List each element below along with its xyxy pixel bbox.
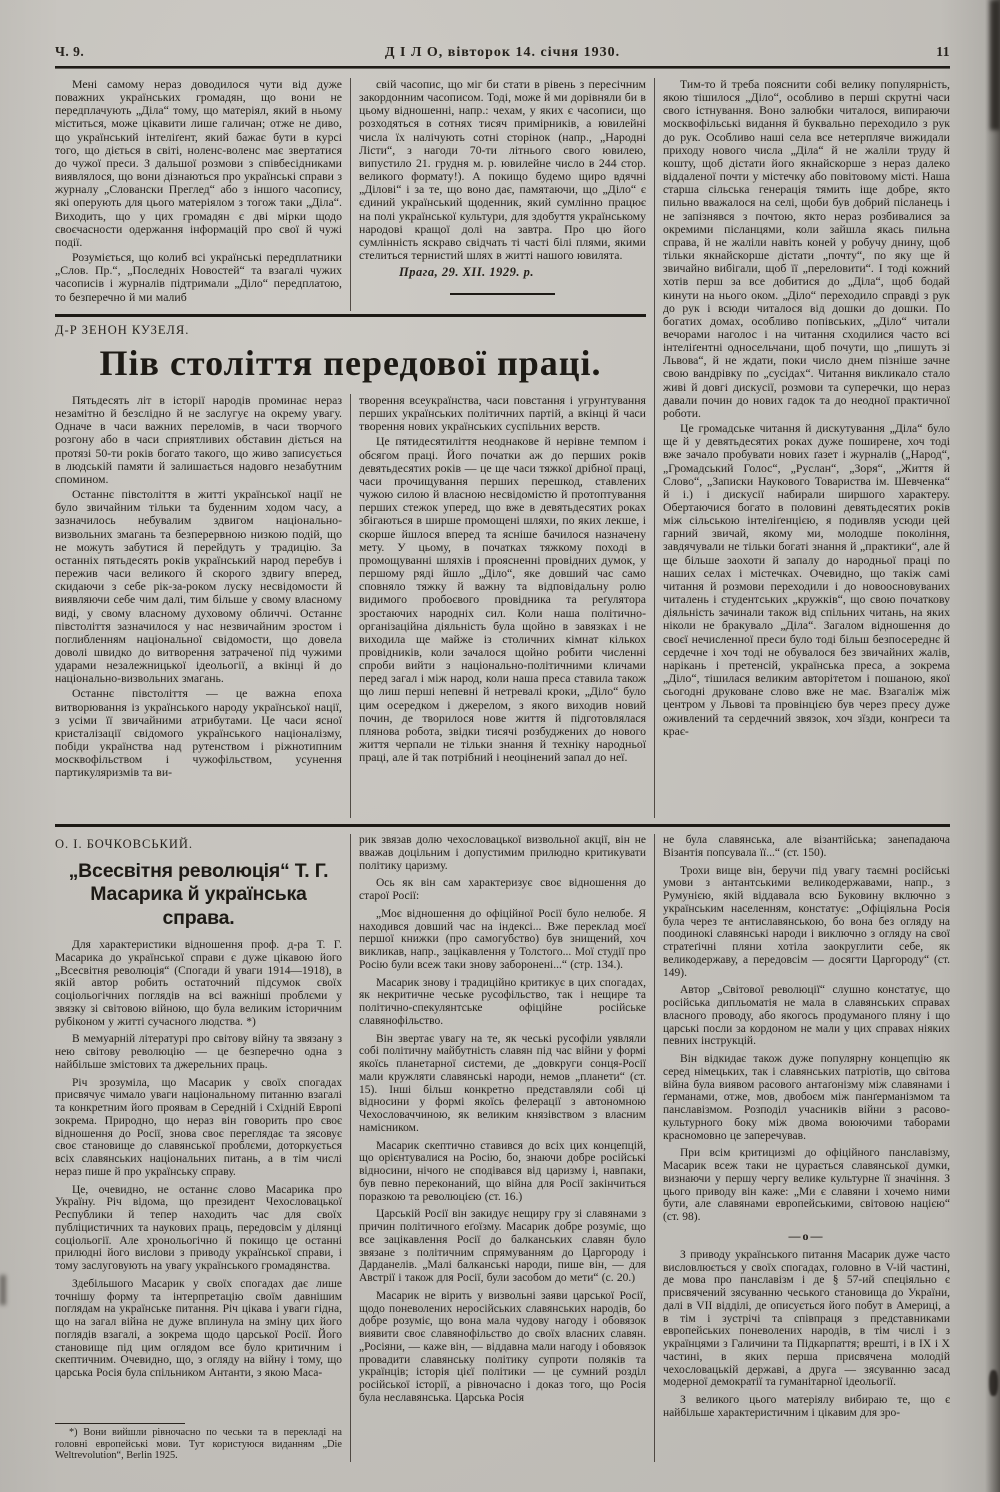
article1-column-2: [359, 394, 646, 818]
scan-corner-shadow: [990, 0, 1000, 130]
paragraph: Останнє півстоліття — це важна епоха витворювання із українського народу української нації, з усіми її звичайними атрибутами. Це часи ясної кристалізації свідомого українського націоналізму, побіди українства над рутенством і ріжнотипним москвофільством і чужофільством, усунення партикуляризмів та ви-: [55, 686, 342, 780]
article1-column-1: [55, 394, 342, 818]
column-rule: [350, 394, 351, 818]
paragraph: Масарик скептично ставився до всіх цих концепцій, що орієнтувалися на Росію, бо, знаючи добре російські відносини, нічого не сподівався від царизму і, навпаки, був певно переконаний, що війна для Росії закінчиться поразкою та революцією (ст. 16.): [359, 1139, 646, 1203]
paragraph: Для характеристики відношення проф. д-ра Т. Г. Масарика до української справи є дуже цікавою його „Всесвітня революція“ (Спогади й уваги 1914—1918), в якій автор робить остаточний підсумок своїх соціольогічних поглядів на всі важніші проблєми у звязку зі світовою війною, що була великим історичним рубіконом у житті сучасного людства. *): [55, 939, 342, 1028]
paragraph: Трохи вище він, беручи під увагу таємні російські умови з антантськими великодержавами, напр., з Румунією, якій віддавала всю Буковину включно з українським населенням, констатує: „Офіціяльна Росія була через те антиславянською, бо вона без огляду на поодинокі славянські народи і виключно з огляду на свої стратеґічні пляни хотіла заокруглити себе, як великодержаву, а передовсім — досягти Царгороду“ (ст. 149).: [663, 864, 950, 979]
article2-headline: „Всесвітня революція“ Т. Г. Масарика й українська справа.: [68, 860, 329, 929]
column-rule: [350, 834, 351, 1462]
article1-byline: Д-Р ЗЕНОН КУЗЕЛЯ.: [55, 323, 190, 337]
column-rule: [350, 78, 351, 311]
paragraph: не була славянська, але візантійська; занепадаюча Візантія попсувала її...“ (ст. 150).: [663, 834, 950, 859]
paragraph: При всім критицизмі до офіційного панславізму, Масарик всеж таки не цурається славянської думки, визнаючи у першу чергу велике культурне її значіння. З цього приводу він каже: „Ми є славяни і хочемо ними бути, але славянами европейськими, світовою нацією“ (ст. 98).: [663, 1147, 950, 1223]
issue-number: Ч. 9.: [55, 44, 85, 59]
paragraph: З приводу українського питання Масарик дуже часто висловлюється у своїх спогадах, головно в V-ій частині, де мова про панславізм і де § 57-ий спеціяльно є присвячений зясуванню чеського становища до України, далі в VII відділі, де описується його побут в Америці, а в тім і зустрічі та співпраця з представниками европейських поневолених народів, в тім числі і з українцями з Галичини та Підкарпаття; врешті, і в IX і X частині, в яких перша присвячена молодій чехословацькій державі, а друга — зясуванню засад модерної демократії та гуманітарної ідеольогії.: [663, 1248, 950, 1389]
header-rule: [55, 66, 950, 69]
paragraph: Це пятидесятиліття неоднакове й нерівне темпом і обсягом праці. Його початки аж до перших років девятьдесятих років — це ще часи тяжкої дрібної праці, часи прочищування перших перешкод, ставлених чужою силою й власною несвідомістю й протоптування перших стежок уперед, що вже в девятьдесятих роках збігаються в ширше промощені шляхи, по яких лекше, і скорше йшлося вперед та ясніше бачилося назначену мету. У цьому, в початках тяжкому поході в промощуванні шляхів і проясненні провідних думок, у першому ряді йшло „Діло“, яке довший час само сповняло тяжку й важну та відповідальну ролю видимого пробоєвого провідника та реґулятора зростаючих народніх сил. Коли наша політично-організаційна діяльність була щойно в завязках і не виходила ще майже із столичних кімнат кількох провідників, коли зачалося щойно робити численні спроби вийти з національно-політичними кличами перед загал і між народ, коли наша преса ставила також що лиш перші непевні й нетревалі кроки, „Діло“ було цим осередком і джерелом, з якого виходив новий почин, де творилося нове життя й підготовлялася плянова робота, звідки тисячі розбуджених до нового життя черпали не тільки знання й техніку народньої праці, але й так потрібний і неоцінений запал до неї.: [359, 434, 646, 765]
paragraph: Він звертає увагу на те, як чеські русофіли уявляли собі політичну майбутність славян під час війни у формі якоїсь планетарної системи, де „довкруги сонця-Росії мали кружляти славянські народи, немов „планети“ (ст. 15). Інші більш конкретно представляли собі ці відносини у формі якоїсь фелерації з автономною Чехословаччиною, як великим князівством з власним намісником.: [359, 1032, 646, 1134]
article2-column-2: [359, 834, 646, 1462]
left-zone: [55, 78, 646, 818]
paragraph: Масарик не вірить у визвольні заяви царської Росії, щодо поневолених неросійських славянських народів, бо добре розуміє, що вона мала чудову нагоду і обовязок виявити своє славянофільство до своїх власних славян. „Росіяни, — каже він, — віддавна мали нагоду і обовязок провадити славянську політику супроти поляків та українців; історія цієї політики — це сумний розділ російської історії, а рівночасно і доказ того, що Росія була неславянська. Царська Росія: [359, 1289, 646, 1404]
ornament-divider: —о—: [788, 1228, 825, 1243]
column-rule: [654, 78, 655, 818]
page-number: 11: [936, 44, 950, 59]
article2-byline: О. І. БОЧКОВСЬКИЙ.: [55, 837, 194, 851]
paragraph: Ось як він сам характеризує своє відношення до старої Росії:: [359, 877, 646, 902]
article2-column-1: [55, 834, 342, 1462]
masthead: Д І Л О, вівторок 14. січня 1930.: [384, 45, 621, 60]
article1-header: [55, 317, 646, 394]
top-column-1: [55, 78, 342, 311]
top-column-2: [359, 78, 646, 311]
paragraph: З великого цього матеріялу вибираю те, що є найбільше характеристичним і цікавим для зро-: [663, 1394, 950, 1419]
paragraph: свій часопис, що міг би стати в рівень з пересічним закордонним часописом. Тоді, може й ми дорівняли би в цьому відношенні, напр.: чехам, у яких є часописи, що розходяться в сотнях тисяч примірників, а ювилейні числа їх налічують сотні сторінок (напр., „Народні Лісти“, з нагоди 70-ти літнього свого ювилею, випустило 21. грудня м. р. ювилейне число в 244 стор. великого формату!). А покищо будемо щиро вдячні „Ділові“ і за те, що воно дає, памятаючи, що „Діло“ є єдиний український щоденник, який сумлінно працює на полі української культури, для здобуття українському народові кращої долі на завтра. Про цю його сумлінність яскраво свідчать ті часті білі плями, якими стелиться тернистий шлях в житті нашого ювилята.: [359, 78, 646, 263]
scan-smudge: [0, 1275, 6, 1305]
scan-blob: [989, 1370, 998, 1396]
paragraph: Масарик знову і традиційно критикує в цих спогадах, як некритичне чеське русофільство, так і нещире та політично-спекулянтське офіційне російське славянофільство.: [359, 976, 646, 1027]
column-rule: [654, 834, 655, 1462]
paragraph: Царській Росії він закидує нещиру гру зі славянами з причин політичного еґоїзму. Масарик добре розуміє, що все зацікавлення Росії до балканських славян було звязане з політичним спрямуванням до Царгороду і Дарданелів. „Малі балканські народи, пише він, — для Австрії і також для Росії, були засобом до мети“ (с. 20.): [359, 1208, 646, 1284]
paragraph: творення всеукраїнства, часи повстання і угрунтування перших українських політичних партій, а вкінці й часи творення нових українських суспільних верств.: [359, 394, 646, 434]
article1-headline: Пів століття передової праці.: [99, 343, 602, 383]
footnote: *) Вони вийшли рівночасно по чеськи та в перекладі на головні европейські мови. Тут користуюся виданням „Die Weltrevolution“, Berlin 1925.: [55, 1427, 342, 1462]
paragraph: Він відкидає також дуже популярну концепцію як серед німецьких, так і славянських патріотів, що світова війна була виявом расового антаґонізму між славянами і ґерманами, отже, мов, двобоєм між панґерманізмом та панславізмом. Розподіл учасників війни з расово-культурного боку між двома воюючими таборами красномовно це заперечував.: [663, 1053, 950, 1142]
right-column: [663, 78, 950, 818]
paragraph: Автор „Світової революції“ слушно констатує, що російська дипльоматія не мала в славянських справах власного проводу, або якогось продуманого пляну і що царські посли за кордоном не мали у цих справах ніяких певних інструкцій.: [663, 984, 950, 1048]
scan-edge-shadow: [985, 0, 1000, 1492]
article2-column-3: [663, 834, 950, 1462]
page-header: [55, 0, 950, 61]
footnote-rule: [55, 1423, 185, 1424]
top-band: [55, 78, 646, 311]
paragraph: Розуміється, що колиб всі українські передплатники „Слов. Пр.“, „Последніх Новостей“ та взагалі чужих часописів і журналів підтримали „Діло“ передплатою, то безперечно й ми малиб: [55, 250, 342, 304]
paragraph: рик звязав долю чехословацької визвольної акції, він не вважав доцільним і допустимим прилюдно критикувати політику царизму.: [359, 834, 646, 872]
paragraph: Це громадське читання й дискутування „Діла“ було ще й у девятьдесятих роках дуже поширене, хоч тоді вже зачало пробувати нових ґазет і журналів („Народ“, „Громадський Голос“, „Руслан“, „Зоря“, „Життя й Слово“, „Записки Наукового Товариства ім. Шевченка“ й і.) і дискусії набирали ширшого характеру. Обертаючися богато в половині девятьдесятих років між сільською інтеліґенцією, я подивляв усюди цей гарний звичай, якому ми, молодше покоління, завдячували не тільки богаті знання й „практики“, але й ще більше заохоти й запалу до народньої праці по наших селах і містечках. Очевидно, що такіж самі читання й розмови переходили і до новоосновуваних читалень і студентських „кружків“, що свою початкову діяльність зачинали також від спільних читань, на яких ніколи не бракувало „Діла“. Загалом відношення до своєї нечисленної преси було тоді більш безпосереднє й сердечне і хоч тоді не обувалося без звичайних жалів, нарікань і претенсій, українська преса, а зокрема „Діло“, тішилася великим авторітетом і пошаною, якої сьогодні друковане слово вже не має. Взагаліж між центром у Львові та провінцією був через пресу дуже оживлений та сердечний звязок, хоч зїзди, конґреси та крає-: [663, 421, 950, 738]
paragraph: Останнє півстоліття в житті української нації не було звичайним тільки та буденним ходом часу, а зазначилось небувалим здвигом національно-визвольних змагань та безперервною низкою подій, що не можуть забутися й перейдуть у традицію. За останніх пятьдесять років український народ перебув і пережив часи великого й скорого здвигу вперед, скидаючи з себе рік-за-роком луску несвідомости й виявляючи себе чим далі, тим більше у свому власному виді, у свому власному духовому обличчі. Останнє півстоліття зазначилося у нас незвичайним зростом і поглибленням національної свідомости, що довела доволі швидко до витворення затраченої під чужими ударами незалежницької ідеольогії, а вкінці й до національно-визвольних змагань.: [55, 487, 342, 686]
dash-divider: [450, 293, 555, 295]
paragraph: „Моє відношення до офіційної Росії було нелюбе. Я находився довший час на індексі... Вже переклад моєї першої книжки (про самогубство) був знищений, хоч викликав, напр., зацікавлення у Толстого... Мої студії про Росію були всеж таки знову заборонені...“ (стр. 134.).: [359, 907, 646, 971]
article1-body: [55, 394, 646, 818]
paragraph: Мені самому нераз доводилося чути від дуже поважних українських громадян, що вони не передплачують „Діла“ тому, що матеріял, який в ньому міститься, може цікавити лише галичан; отже не диво, що український інтеліґент, який бажає бути в курсі того, що діється в світі, ноленс-воленс має звертатися до чужої преси. З дальшої розмови з співбесідниками виявлялося, що вони дізнаються про українські справи з журналу „Словански Преглед“ або з іншого часопису, які оперують для цього матеріялом з тогож таки „Діла“. Виходить, що у цих громадян є дві мірки щодо своєчасности одержання інформацій про свої й чужі події.: [55, 78, 342, 249]
article2-col1-text: [55, 939, 342, 1417]
paragraph: Пятьдесять літ в історії народів проминає нераз незамітно й безслідно й не заслугує на окрему увагу. Одначе в часи важних переломів, в часи творчого розгону або в часи сприятливих обставин діється на протязі 50-ти років богато такого, що живо записується в людській памяти й залишається надовго незабутним спомином.: [55, 394, 342, 486]
paragraph: Тим-то й треба пояснити собі велику популярність, якою тішилося „Діло“, особливо в перші скрутні часи свого істнування. Воно залюбки читалося, випираючи москвофільські видання й буквально переходило з рук до рук. Особливо наші села все нетерпляче вижидали приходу нового числа „Діла“ й не жаліли труду й кошту, щоб дістати його якнайскорше з нераз далеко віддаленої почти у містечку або повітовому місті. Наша старша сільська генерація тямить іще добре, якто пильно вважалося на селі, щоби був добрий післанець і не запізнявся з почтою, якто нераз розбивалися за окремими післанцями, коли зайшла якась пильна справа, й не жаліли навіть коней у робучу днину, щоб тільки якнайскорше дістати „почту“, по яку ще й звичайно вибігали, щоб її „переловити“. І тоді кожний хотів перш за все добитися до „Діла“, щоб бодай кинути на нього оком. „Діло“ переходило справді з рук до рук і всюди читалося від дошки до дошки. По богатих домах, особливо попівських, „Діло“ читали вечорами наголос і на читання сходилися часто всі інтеліґентні односельчани, щоб почути, що „пишуть зі Львова“, й не ждати, поки число днем пізніше зачне свою вандрівку по „сусідах“. Читання викликало стало живі й довгі дискусії, розмови та суперечки, що нераз давали почин до нових гадок та до неодної практичної роботи.: [663, 78, 950, 420]
dateline: Прага, 29. XII. 1929. р.: [399, 265, 535, 280]
section-rule: [55, 824, 950, 827]
paragraph: Це, очевидно, не останнє слово Масарика про Україну. Річ відома, що президент Чехословацької Республики й тепер находить час для своїх публіцистичних та наукових праць, передовсім у ділянці соціольогії. Але хронольогічно й покищо це останні прилюдні його вислови з приводу української справи, і тому заслуговують на увагу українського громадянства.: [55, 1183, 342, 1273]
article2: [55, 834, 950, 1462]
paragraph: Здебільшого Масарик у своїх спогадах дає лише точнішу форму та інтерпретацію своїм давнішим поглядам на українське питання. Річ цікава і уваги гідна, що на загал війна не дуже вплинула на зміну цих його поглядів взагалі, а зокрема щодо царської Росії. Його становище під цим оглядом все було критичним і скептичним. Очевидно, що, з огляду на війну і тому, що царська Росія була спільником Антанти, з якою Маса-: [55, 1277, 342, 1380]
paragraph: Річ зрозуміла, що Масарик у своїх спогадах присвячує чимало уваги національному питанню взагалі та конкретним його проявам в Середній і Східній Европі зокрема. Природно, що нераз він говорить про своє відношення до Росії, знова своє переглядає та зясовує своє становище до славянської проблєми, доторкується всіх славянських національних питань, а в тім числі нераз пише й про українську справу.: [55, 1076, 342, 1178]
paragraph: В мемуарній літературі про світову війну та звязану з нею світову революцію — це безперечно одна з найбільше змістових та джерельних праць.: [55, 1033, 342, 1071]
